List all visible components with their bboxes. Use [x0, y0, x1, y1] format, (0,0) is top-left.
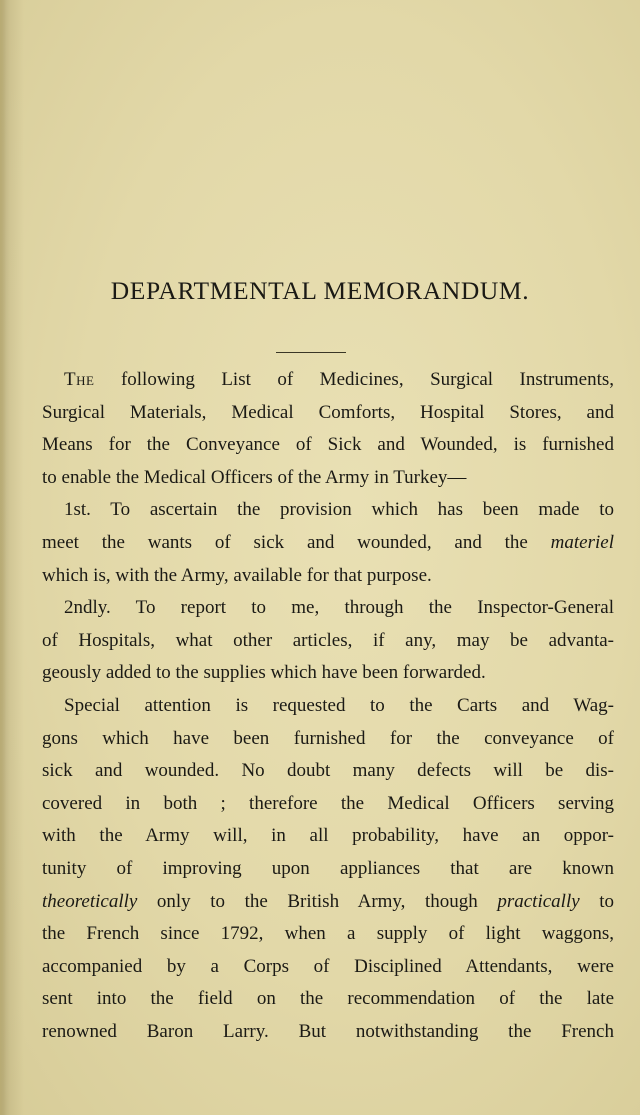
text-segment: only to the British Army, though: [156, 890, 478, 912]
text-line: renowned Baron Larry. But notwithstanding the French: [42, 1020, 614, 1042]
text-line: [42, 886, 614, 919]
text-line: Means for the Conveyance of Sick and Wounded, is furnished: [42, 434, 614, 456]
italic-term: theoretically: [42, 890, 138, 912]
title-divider: [276, 352, 346, 353]
memorandum-title: DEPARTMENTAL MEMORANDUM.: [110, 276, 530, 305]
text-line: covered in both ; therefore the Medical Officers serving: [42, 792, 614, 814]
page-binding-shadow: [0, 0, 6, 1115]
text-line: 2ndly. To report to me, through the Inspector-General: [64, 597, 614, 619]
text-line: Special attention is requested to the Carts and Wag-: [64, 694, 614, 716]
text-line: which is, with the Army, available for that purpose.: [42, 564, 432, 586]
text-line: the French since 1792, when a supply of light waggons,: [42, 923, 614, 945]
text-segment: following List of Medicines, Surgical Instruments,: [120, 369, 614, 390]
text-segment: to: [599, 890, 614, 912]
text-line: [42, 527, 614, 560]
text-line: of Hospitals, what other articles, if any, may be advanta-: [42, 629, 614, 651]
italic-term: practically: [497, 890, 580, 912]
memorandum-body: [42, 364, 614, 1048]
text-line: accompanied by a Corps of Disciplined Attendants, were: [42, 955, 614, 977]
italic-term: materiel: [550, 531, 614, 553]
text-line: with the Army will, in all probability, have an oppor-: [42, 825, 614, 847]
text-line: sent into the field on the recommendation of the late: [42, 988, 614, 1010]
text-line: to enable the Medical Officers of the Army in Turkey—: [42, 466, 467, 488]
text-line: tunity of improving upon appliances that are known: [42, 857, 614, 879]
drop-lead-word: The: [64, 369, 95, 390]
text-line: 1st. To ascertain the provision which has been made to: [64, 499, 614, 521]
text-line: sick and wounded. No doubt many defects will be dis-: [42, 760, 614, 782]
text-line: [42, 364, 614, 397]
text-line: gons which have been furnished for the conveyance of: [42, 727, 614, 749]
text-line: Surgical Materials, Medical Comforts, Hospital Stores, and: [42, 401, 614, 423]
text-segment: meet the wants of sick and wounded, and the: [42, 531, 528, 553]
text-line: geously added to the supplies which have been forwarded.: [42, 662, 486, 684]
